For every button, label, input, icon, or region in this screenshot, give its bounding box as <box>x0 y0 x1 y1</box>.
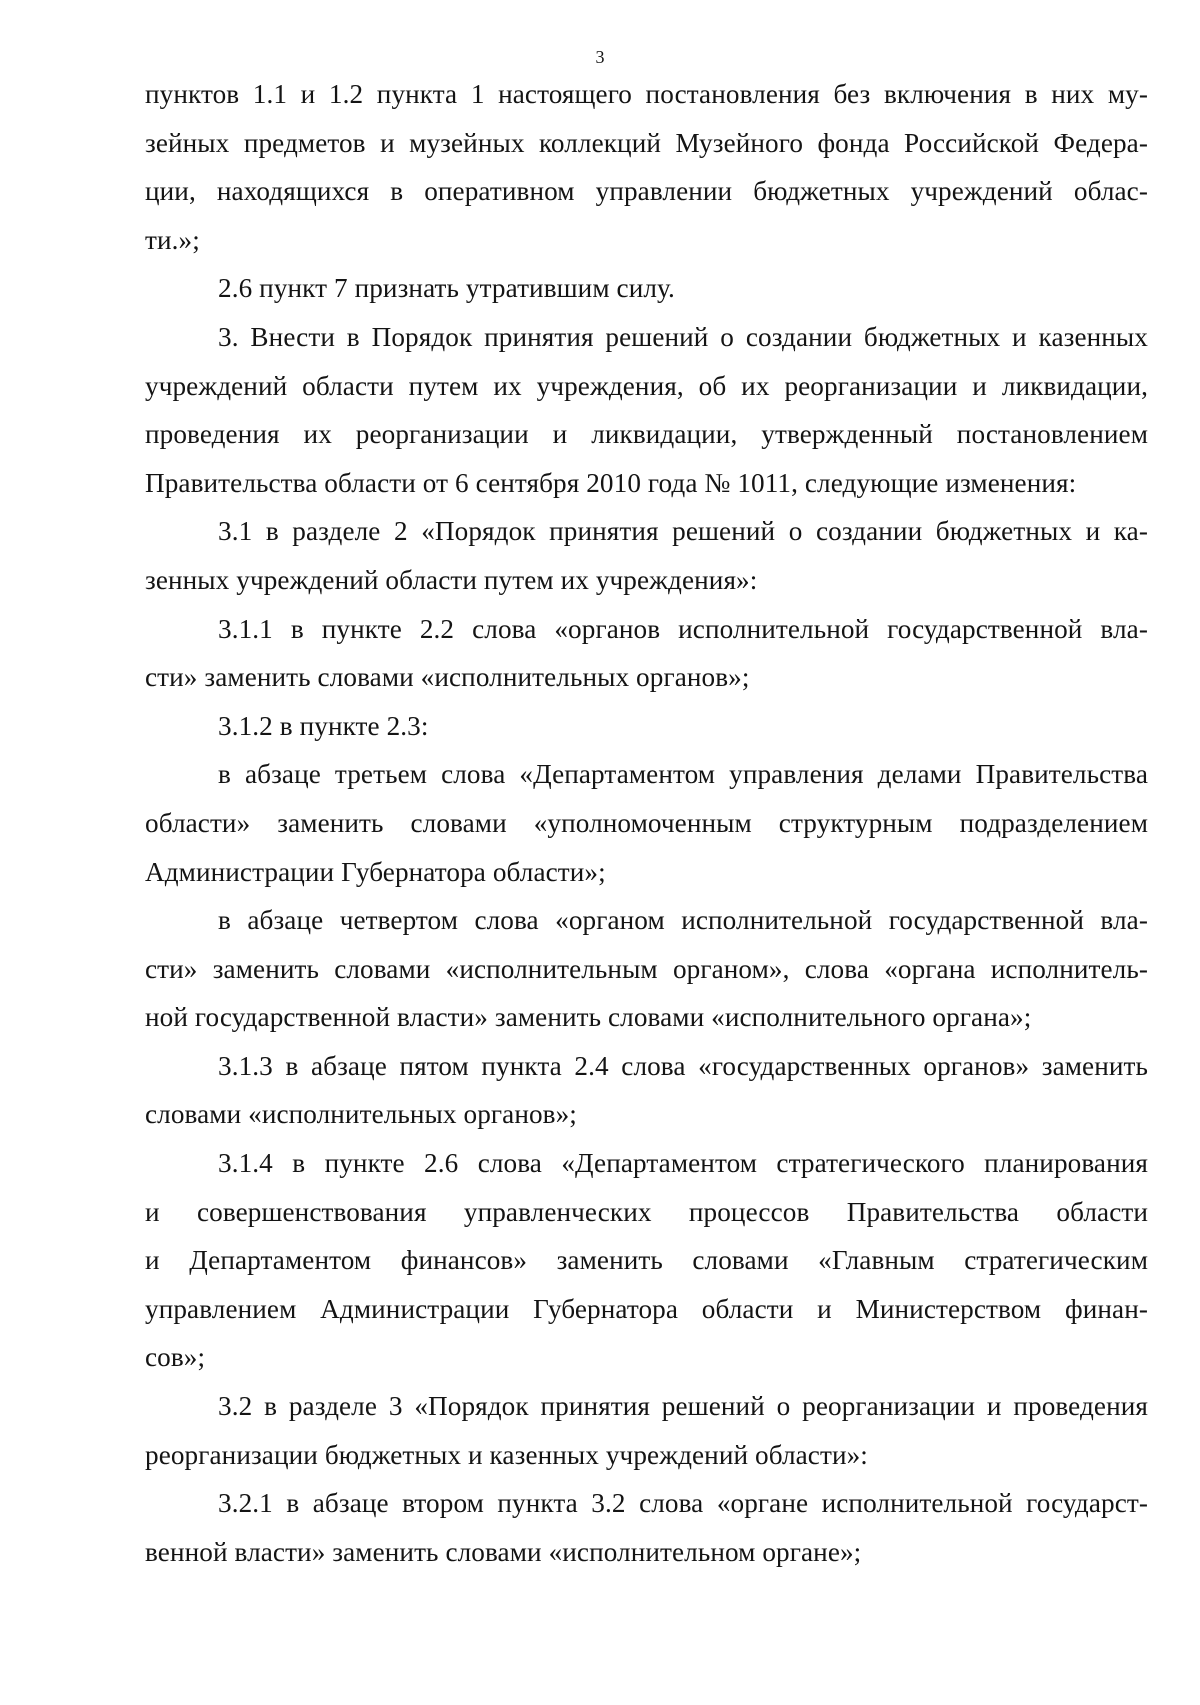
text-line: в абзаце четвертом слова «органом исполнительной государственной вла- <box>218 905 1148 936</box>
text-line: проведения их реорганизации и ликвидации, утвержденный постановлением <box>145 419 1148 450</box>
text-line: 3.1.2 в пункте 2.3: <box>218 710 429 741</box>
text-line: Правительства области от 6 сентября 2010 года № 1011, следующие изменения: <box>145 467 1077 498</box>
text-line: сти» заменить словами «исполнительным органом», слова «органа исполнитель- <box>145 953 1148 984</box>
text-line: ной государственной власти» заменить словами «исполнительного органа»; <box>145 1002 1032 1033</box>
text-line: 3.1.1 в пункте 2.2 слова «органов исполнительной государственной вла- <box>218 613 1148 644</box>
text-line: Администрации Губернатора области»; <box>145 856 606 887</box>
text-line: сти» заменить словами «исполнительных органов»; <box>145 662 750 693</box>
text-line: 2.6 пункт 7 признать утратившим силу. <box>218 273 675 304</box>
text-line: словами «исполнительных органов»; <box>145 1099 577 1130</box>
text-line: пунктов 1.1 и 1.2 пункта 1 настоящего постановления без включения в них му- <box>145 79 1148 109</box>
text-line: учреждений области путем их учреждения, об их реорганизации и ликвидации, <box>145 370 1148 401</box>
text-line: сов»; <box>145 1342 206 1373</box>
text-line: ции, находящихся в оперативном управлении бюджетных учреждений облас- <box>145 176 1148 207</box>
text-line: венной власти» заменить словами «исполнительном органе»; <box>145 1536 862 1567</box>
text-line: ти.»; <box>145 224 200 255</box>
text-line: реорганизации бюджетных и казенных учреждений области»: <box>145 1439 868 1470</box>
text-line: в абзаце третьем слова «Департаментом управления делами Правительства <box>218 759 1148 790</box>
text-line: 3.1.3 в абзаце пятом пункта 2.4 слова «государственных органов» заменить <box>218 1050 1148 1081</box>
text-line: 3.2 в разделе 3 «Порядок принятия решений о реорганизации и проведения <box>218 1391 1148 1422</box>
document-body <box>145 70 1148 1576</box>
text-line: 3.1.4 в пункте 2.6 слова «Департаментом стратегического планирования <box>218 1148 1148 1179</box>
text-line: и Департаментом финансов» заменить словами «Главным стратегическим <box>145 1245 1148 1276</box>
text-line: 3. Внести в Порядок принятия решений о создании бюджетных и казенных <box>218 321 1148 352</box>
text-line: 3.1 в разделе 2 «Порядок принятия решений о создании бюджетных и ка- <box>218 516 1148 547</box>
text-line: управлением Администрации Губернатора области и Министерством финан- <box>145 1293 1148 1324</box>
text-line: зенных учреждений области путем их учреждения»: <box>145 564 758 595</box>
text-line: и совершенствования управленческих процессов Правительства области <box>145 1196 1148 1227</box>
page-number: 3 <box>595 47 605 67</box>
text-line: зейных предметов и музейных коллекций Музейного фонда Российской Федера- <box>145 127 1148 158</box>
text-line: области» заменить словами «уполномоченным структурным подразделением <box>145 807 1148 838</box>
text-line: 3.2.1 в абзаце втором пункта 3.2 слова «органе исполнительной государст- <box>218 1488 1148 1519</box>
